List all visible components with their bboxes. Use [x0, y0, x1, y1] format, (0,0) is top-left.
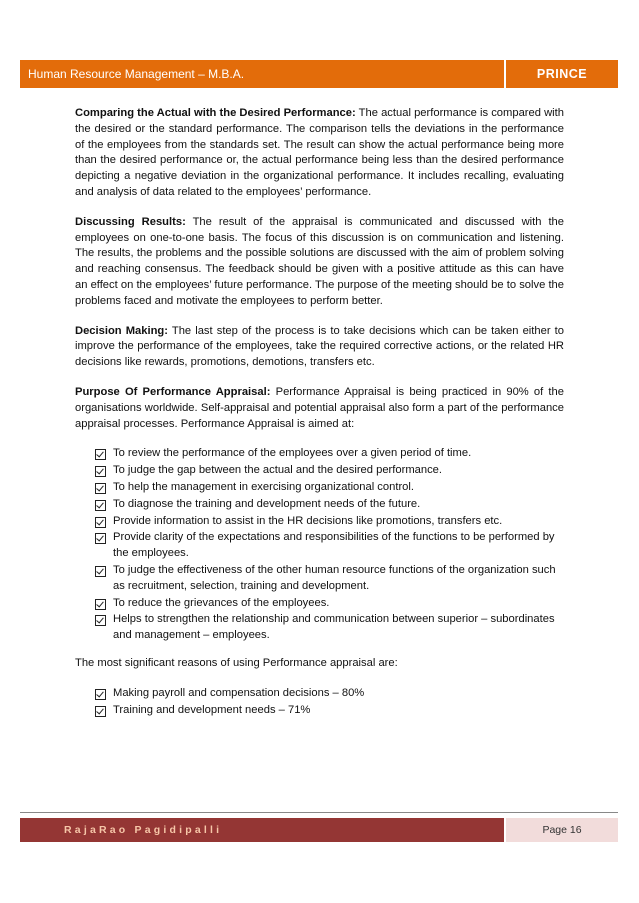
checkbox-icon [95, 533, 106, 544]
list-item: To review the performance of the employees over a given period of time. [95, 446, 564, 462]
checkbox-icon [95, 615, 106, 626]
paragraph-heading: Decision Making: [75, 324, 168, 337]
checkbox-icon [95, 566, 106, 577]
list-item: To help the management in exercising organizational control. [95, 480, 564, 496]
reasons-intro: The most significant reasons of using Performance appraisal are: [75, 656, 398, 669]
checkbox-icon [95, 599, 106, 610]
paragraph-comparing [75, 106, 564, 201]
checkbox-icon [95, 483, 106, 494]
list-item: Provide information to assist in the HR decisions like promotions, transfers etc. [95, 514, 564, 530]
list-item: To judge the gap between the actual and the desired performance. [95, 463, 564, 479]
reasons-list [75, 686, 564, 719]
paragraph-heading: Discussing Results: [75, 215, 186, 228]
checkbox-icon [95, 689, 106, 700]
paragraph-decision [75, 324, 564, 371]
list-item: Training and development needs – 71% [95, 703, 564, 719]
paragraph-heading: Comparing the Actual with the Desired Performance: [75, 107, 356, 119]
paragraph-text: Performance Appraisal is being practiced in 90% of the organisations worldwide. Self-appraisal and potential appraisal also form a part of the performance appraisal processes. Performance Appraisal is aimed at: [75, 385, 564, 430]
header-title: Human Resource Management – M.B.A. [20, 60, 504, 88]
paragraph-text: The result of the appraisal is communicated and discussed with the employees on one-to-one basis. The focus of this discussion is on communication and listening. The results, the problems and the possible solutions are discussed with the aim of problem solving and reaching consensus. The feedback should be given with a positive attitude as this can have an effect on the employees’ future performance. The purpose of the meeting should be to solve the problems faced and motivate the employees to perform better. [75, 215, 564, 307]
page-number: Page 16 [506, 818, 618, 842]
checkbox-icon [95, 449, 106, 460]
paragraph-discussing [75, 215, 564, 310]
header-author-tag: PRINCE [506, 60, 618, 88]
footer-author: RajaRao Pagidipalli [20, 818, 504, 842]
checkbox-icon [95, 706, 106, 717]
checkbox-icon [95, 517, 106, 528]
list-item: Helps to strengthen the relationship and communication between superior – subordinates and management – employees. [95, 612, 564, 644]
paragraph-purpose [75, 385, 564, 432]
list-item: To reduce the grievances of the employees. [95, 596, 564, 612]
checkbox-icon [95, 466, 106, 477]
purpose-list [75, 446, 564, 644]
paragraph-text: The actual performance is compared with the desired or the standard performance. The comparison tells the deviations in the performance of the employees from the standards set. The result can show the actual performance being more than the desired performance or, the actual performance being less than the desired performance depicting a negative deviation in the organizational performance. It includes recalling, evaluating and analysis of data related to the employees’ performance. [75, 107, 564, 198]
page-body [75, 106, 564, 730]
list-item: To judge the effectiveness of the other human resource functions of the organization such as recruitment, selection, training and development. [95, 563, 564, 595]
paragraph-heading: Purpose Of Performance Appraisal: [75, 385, 271, 398]
page-header [20, 60, 618, 88]
list-item: Provide clarity of the expectations and responsibilities of the functions to be performed by the employees. [95, 530, 564, 562]
page-footer [20, 818, 618, 842]
checkbox-icon [95, 500, 106, 511]
footer-divider [20, 812, 618, 813]
paragraph-text: The last step of the process is to take decisions which can be taken either to improve the performance of the employees, take the required corrective actions, or the related HR decisions like rewards, promotions, demotions, transfers etc. [75, 324, 564, 369]
list-item: Making payroll and compensation decisions – 80% [95, 686, 564, 702]
list-item: To diagnose the training and development needs of the future. [95, 497, 564, 513]
